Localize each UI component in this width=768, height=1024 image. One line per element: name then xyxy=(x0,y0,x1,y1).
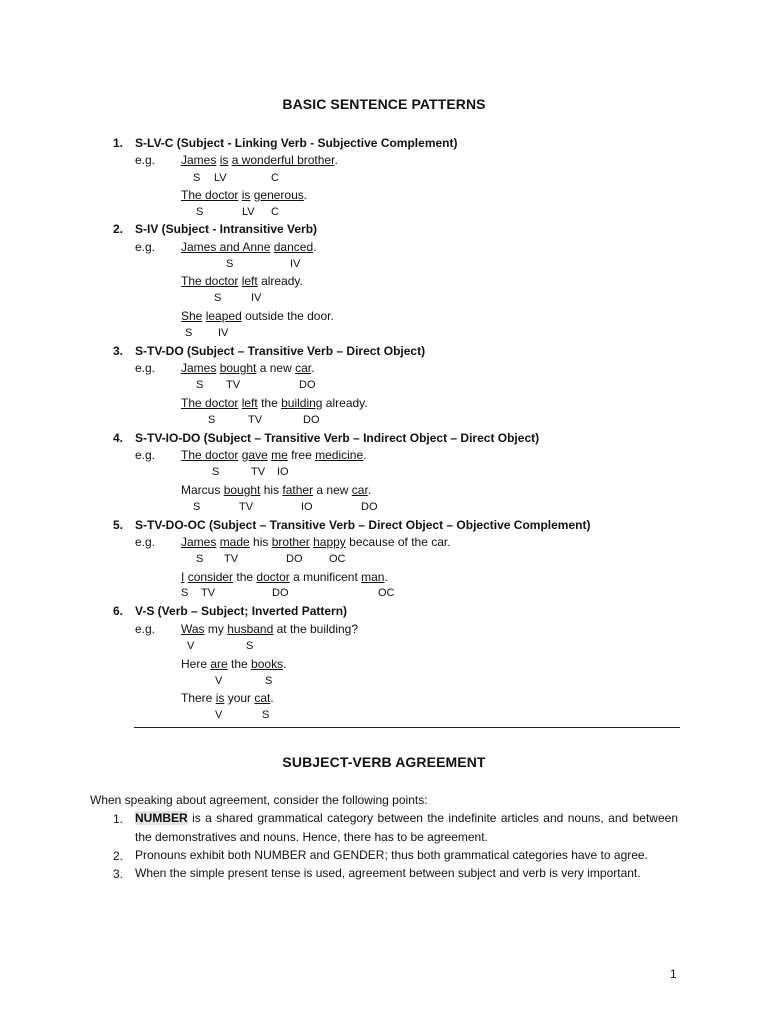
label-subject: S xyxy=(214,292,222,304)
example-sentence xyxy=(181,396,368,411)
example-sentence xyxy=(181,657,286,672)
sentence-text: . xyxy=(303,188,308,202)
underlined-phrase: left xyxy=(241,396,258,410)
label-verb: TV xyxy=(224,553,239,565)
underlined-phrase: husband xyxy=(227,622,274,636)
sentence-text: a new xyxy=(313,483,352,497)
example-sentence xyxy=(181,240,316,255)
label-direct-object: DO xyxy=(303,414,320,426)
label-objective-complement: OC xyxy=(378,587,395,599)
label-subject: S xyxy=(208,414,216,426)
underlined-phrase: is xyxy=(219,153,229,167)
sentence-text: free xyxy=(287,448,316,462)
label-subject: S xyxy=(196,206,204,218)
example-sentence xyxy=(181,309,334,324)
underlined-phrase: happy xyxy=(313,535,346,549)
underlined-phrase: James xyxy=(181,361,217,375)
label-verb: V xyxy=(215,675,223,687)
sentence-text: already. xyxy=(322,396,368,410)
example-sentence xyxy=(181,274,303,289)
intro-text: When speaking about agreement, consider the following points: xyxy=(90,793,428,807)
sentence-text: your xyxy=(224,691,255,705)
eg-label: e.g. xyxy=(135,622,156,636)
point-number: 2. xyxy=(113,849,124,863)
sentence-text: the xyxy=(233,570,257,584)
point-lead: NUMBER xyxy=(135,811,188,825)
point-text: NUMBER is a shared grammatical category between the indefinite articles and nouns, and between the demonstratives and nouns. Hence, there has to be agreement. xyxy=(135,811,678,844)
label-verb: TV xyxy=(248,414,263,426)
underlined-phrase: The doctor xyxy=(181,396,239,410)
label-direct-object: DO xyxy=(272,587,289,599)
eg-label: e.g. xyxy=(135,153,156,167)
underlined-phrase: The doctor xyxy=(181,274,239,288)
label-verb: TV xyxy=(226,379,241,391)
label-verb: IV xyxy=(290,258,301,270)
label-subject: S xyxy=(193,172,201,184)
pattern-heading: S-TV-DO-OC (Subject – Transitive Verb – Direct Object – Objective Complement) xyxy=(135,518,591,532)
underlined-phrase: Was xyxy=(181,622,205,636)
underlined-phrase: is xyxy=(241,188,251,202)
underlined-phrase: are xyxy=(210,657,228,671)
example-sentence xyxy=(181,448,367,463)
page-number: 1 xyxy=(670,967,677,981)
label-subject: S xyxy=(185,327,193,339)
sentence-text: at the building? xyxy=(273,622,359,636)
sentence-text: . xyxy=(367,483,372,497)
underlined-phrase: medicine xyxy=(315,448,364,462)
underlined-phrase: man xyxy=(361,570,385,584)
label-subject: S xyxy=(193,501,201,513)
eg-label: e.g. xyxy=(135,240,156,254)
label-verb: IV xyxy=(218,327,229,339)
underlined-phrase: James and Anne xyxy=(181,240,271,254)
sentence-text: . xyxy=(363,448,367,462)
sentence-text: the xyxy=(227,657,252,671)
label-subject: S xyxy=(212,466,220,478)
pattern-number: 5. xyxy=(113,518,124,532)
sentence-text: . xyxy=(283,657,287,671)
underlined-phrase: generous xyxy=(253,188,304,202)
sentence-text: the xyxy=(257,396,282,410)
example-sentence xyxy=(181,622,358,637)
sentence-text: Marcus xyxy=(181,483,221,497)
pattern-number: 1. xyxy=(113,136,124,150)
eg-label: e.g. xyxy=(135,448,156,462)
example-sentence xyxy=(181,153,338,168)
label-verb: TV xyxy=(239,501,254,513)
label-direct-object: DO xyxy=(286,553,303,565)
eg-label: e.g. xyxy=(135,361,156,375)
sentence-text: outside the door. xyxy=(241,309,334,323)
sentence-text: There xyxy=(181,691,216,705)
label-verb: V xyxy=(215,709,223,721)
underlined-phrase: me xyxy=(271,448,288,462)
sentence-text: his xyxy=(260,483,283,497)
sentence-text: my xyxy=(204,622,228,636)
sentence-text: already. xyxy=(257,274,303,288)
label-objective-complement: OC xyxy=(329,553,346,565)
point-text: Pronouns exhibit both NUMBER and GENDER; thus both grammatical categories have to agree. xyxy=(135,848,648,862)
underlined-phrase: The doctor xyxy=(181,188,239,202)
underlined-phrase: danced xyxy=(273,240,314,254)
label-verb: LV xyxy=(214,172,227,184)
underlined-phrase: father xyxy=(282,483,314,497)
label-verb: LV xyxy=(242,206,255,218)
underlined-phrase: car xyxy=(351,483,368,497)
example-sentence xyxy=(181,535,451,550)
underlined-phrase: James xyxy=(181,153,217,167)
pattern-heading: S-TV-DO (Subject – Transitive Verb – Direct Object) xyxy=(135,344,426,358)
underlined-phrase: made xyxy=(219,535,250,549)
label-subject: S xyxy=(196,553,204,565)
page-title: BASIC SENTENCE PATTERNS xyxy=(282,96,486,112)
point-number: 1. xyxy=(113,812,124,826)
example-sentence xyxy=(181,691,274,706)
example-sentence xyxy=(181,570,388,585)
pattern-heading: S-IV (Subject - Intransitive Verb) xyxy=(135,222,318,236)
label-indirect-object: IO xyxy=(277,466,289,478)
section-divider xyxy=(134,727,680,728)
underlined-phrase: brother xyxy=(271,535,310,549)
point-number: 3. xyxy=(113,867,124,881)
underlined-phrase: cat xyxy=(254,691,271,705)
sentence-text: Here xyxy=(181,657,211,671)
pattern-heading: S-LV-C (Subject - Linking Verb - Subjective Complement) xyxy=(135,136,458,150)
underlined-phrase: She xyxy=(181,309,203,323)
label-complement: C xyxy=(271,172,279,184)
underlined-phrase: doctor xyxy=(256,570,290,584)
sentence-text: . xyxy=(311,361,315,375)
pattern-number: 4. xyxy=(113,431,124,445)
sentence-text: his xyxy=(249,535,272,549)
label-verb: IV xyxy=(251,292,262,304)
label-direct-object: DO xyxy=(361,501,378,513)
underlined-phrase: bought xyxy=(219,361,257,375)
sentence-text: a new xyxy=(256,361,296,375)
label-subject: S xyxy=(265,675,273,687)
underlined-phrase: gave xyxy=(241,448,268,462)
sentence-text: . xyxy=(334,153,338,167)
underlined-phrase: left xyxy=(241,274,258,288)
label-verb: V xyxy=(187,640,195,652)
underlined-phrase: bought xyxy=(223,483,261,497)
label-direct-object: DO xyxy=(299,379,316,391)
underlined-phrase: building xyxy=(281,396,323,410)
pattern-number: 2. xyxy=(113,222,124,236)
underlined-phrase: I xyxy=(181,570,185,584)
label-subject: S xyxy=(196,379,204,391)
pattern-heading: V-S (Verb – Subject; Inverted Pattern) xyxy=(135,604,348,618)
underlined-phrase: car xyxy=(295,361,312,375)
pattern-number: 6. xyxy=(113,604,124,618)
sentence-text: . xyxy=(313,240,317,254)
sentence-text: a munificent xyxy=(289,570,362,584)
underlined-phrase: The doctor xyxy=(181,448,239,462)
pattern-number: 3. xyxy=(113,344,124,358)
sentence-text: . xyxy=(384,570,388,584)
underlined-phrase: James xyxy=(181,535,217,549)
example-sentence xyxy=(181,188,307,203)
label-subject: S xyxy=(262,709,270,721)
label-verb: TV xyxy=(251,466,266,478)
pattern-heading: S-TV-IO-DO (Subject – Transitive Verb – Indirect Object – Direct Object) xyxy=(135,431,540,445)
underlined-phrase: books xyxy=(251,657,284,671)
label-complement: C xyxy=(271,206,279,218)
underlined-phrase: leaped xyxy=(205,309,242,323)
underlined-phrase: is xyxy=(215,691,225,705)
sentence-text: because of the car. xyxy=(345,535,451,549)
underlined-phrase: a wonderful brother xyxy=(231,153,335,167)
eg-label: e.g. xyxy=(135,535,156,549)
sentence-text: . xyxy=(270,691,274,705)
example-sentence xyxy=(181,483,371,498)
section-title: SUBJECT-VERB AGREEMENT xyxy=(282,754,486,770)
example-sentence xyxy=(181,361,314,376)
underlined-phrase: consider xyxy=(187,570,234,584)
label-verb: TV xyxy=(201,587,216,599)
label-subject: S xyxy=(246,640,254,652)
label-subject: S xyxy=(226,258,234,270)
label-subject: S xyxy=(181,587,189,599)
point-text: When the simple present tense is used, agreement between subject and verb is very important. xyxy=(135,866,641,880)
label-indirect-object: IO xyxy=(301,501,313,513)
